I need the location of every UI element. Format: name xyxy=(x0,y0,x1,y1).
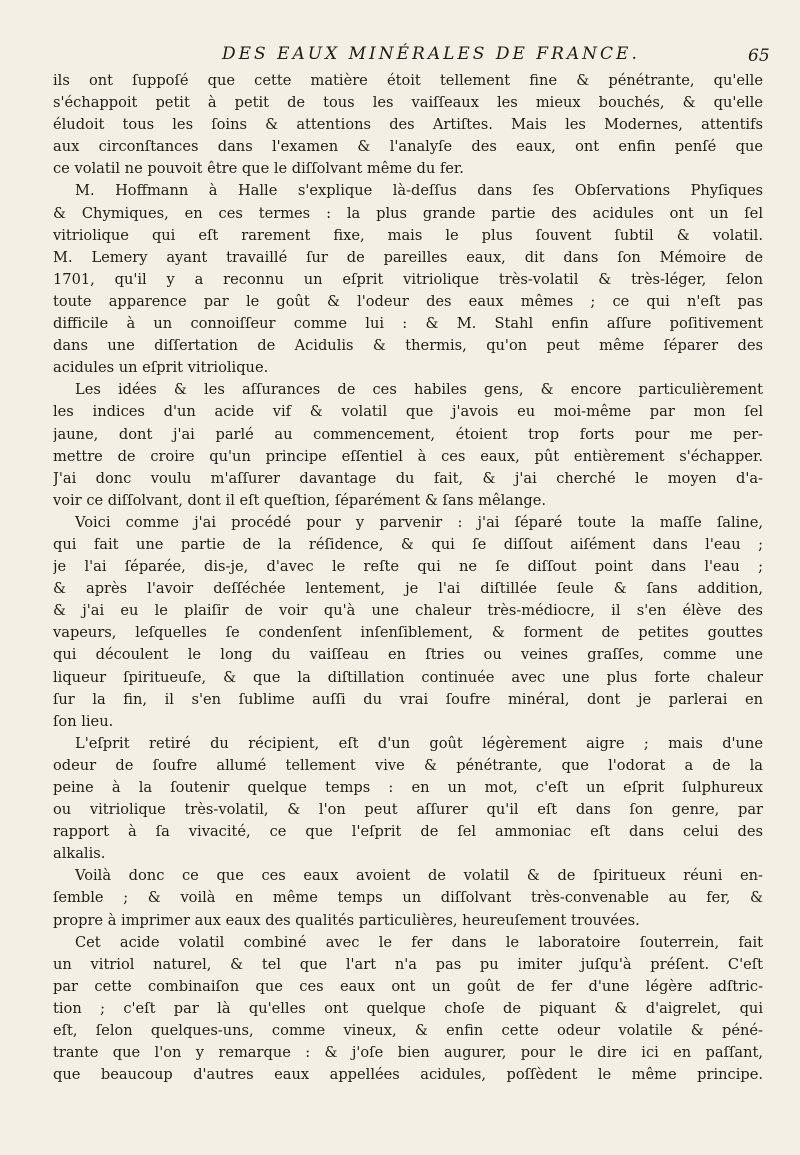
text-line: ſon lieu. xyxy=(53,712,114,730)
text-line: mettre de croire qu'un principe eſſentiel à ces eaux, pût entièrement s'échapper. xyxy=(53,447,763,465)
text-line: aux circonſtances dans l'examen & l'analyſe des eaux, ont enfin penſé que xyxy=(53,138,763,156)
text-line: J'ai donc voulu m'aſſurer davantage du fait, & j'ai cherché le moyen d'a- xyxy=(53,469,763,487)
text-line: & Chymiques, en ces termes : la plus grande partie des acidules ont un ſel xyxy=(53,204,763,222)
text-line: Voici comme j'ai procédé pour y parvenir : j'ai ſéparé toute la maſſe ſaline, xyxy=(75,513,763,531)
text-line: éludoit tous les ſoins & attentions des Artiſtes. Mais les Modernes, attentifs xyxy=(53,116,763,134)
text-line: Cet acide volatil combiné avec le fer dans le laboratoire ſouterrein, fait xyxy=(75,933,763,951)
text-line: L'eſprit retiré du récipient, eſt d'un goût légèrement aigre ; mais d'une xyxy=(75,734,763,752)
text-line: ſemble ; & voilà en même temps un diſſolvant très-convenable au fer, & xyxy=(53,889,763,907)
text-line: & après l'avoir deſſéchée lentement, je l'ai diſtillée ſeule & ſans addition, xyxy=(53,580,763,598)
body-text xyxy=(53,70,763,1086)
text-line: ils ont ſuppoſé que cette matière étoit tellement fine & pénétrante, qu'elle xyxy=(53,72,763,89)
text-line: & j'ai eu le plaiſir de voir qu'à une chaleur très-médiocre, il s'en élève des xyxy=(53,602,763,620)
text-line: que beaucoup d'autres eaux appellées acidules, poſſèdent le même principe. xyxy=(53,1066,763,1084)
text-line: liqueur ſpiritueuſe, & que la diſtillation continuée avec une plus forte chaleur xyxy=(53,668,763,686)
text-line: propre à imprimer aux eaux des qualités particulières, heureuſement trouvées. xyxy=(53,911,640,929)
text-line: odeur de ſoufre allumé tellement vive & pénétrante, que l'odorat a de la xyxy=(53,756,763,774)
text-line: tion ; c'eſt par là qu'elles ont quelque choſe de piquant & d'aigrelet, qui xyxy=(53,999,763,1017)
text-line: 1701, qu'il y a reconnu un eſprit vitriolique très-volatil & très-léger, ſelon xyxy=(53,270,763,288)
text-line: qui fait une partie de la réſidence, & qui ſe diſſout aiſément dans l'eau ; xyxy=(53,535,763,553)
text-line: Les idées & les aſſurances de ces habiles gens, & encore particulièrement xyxy=(75,381,763,399)
text-line: peine à la ſoutenir quelque temps : en un mot, c'eſt un eſprit ſulphureux xyxy=(53,779,763,796)
text-line: eſt, ſelon quelques-uns, comme vineux, & enfin cette odeur volatile & péné- xyxy=(53,1022,763,1040)
text-line: s'échappoit petit à petit de tous les vaiſſeaux les mieux bouchés, & qu'elle xyxy=(53,94,763,112)
text-line: vitriolique qui eſt rarement fixe, mais le plus ſouvent ſubtil & volatil. xyxy=(53,226,763,244)
text-line: un vitriol naturel, & tel que l'art n'a pas pu imiter juſqu'à préſent. C'eſt xyxy=(53,955,763,973)
text-line: toute apparence par le goût & l'odeur des eaux mêmes ; ce qui n'eſt pas xyxy=(53,292,763,310)
text-line: vapeurs, leſquelles ſe condenſent inſenſiblement, & forment de petites gouttes xyxy=(53,624,763,642)
text-line: voir ce diſſolvant, dont il eſt queſtion, ſéparément & ſans mêlange. xyxy=(53,491,547,509)
text-line: je l'ai ſéparée, dis-je, d'avec le reſte qui ne ſe diſſout point dans l'eau ; xyxy=(53,558,763,576)
page-number: 65 xyxy=(748,46,770,66)
text-line: Voilà donc ce que ces eaux avoient de volatil & de ſpiritueux réuni en- xyxy=(75,867,763,885)
text-line: difficile à un connoiſſeur comme lui : & M. Stahl enfin aſſure poſitivement xyxy=(53,315,763,333)
text-line: dans une diſſertation de Acidulis & thermis, qu'on peut même ſéparer des xyxy=(53,337,763,355)
text-line: alkalis. xyxy=(53,845,106,863)
text-line: par cette combinaiſon que ces eaux ont un goût de fer d'une légère adſtric- xyxy=(53,977,763,995)
text-line: acidules un eſprit vitriolique. xyxy=(53,359,269,377)
text-line: rapport à ſa vivacité, ce que l'eſprit de ſel ammoniac eſt dans celui des xyxy=(53,823,763,841)
text-line: ce volatil ne pouvoit être que le diſſolvant même du fer. xyxy=(53,160,464,178)
text-line: ſur la fin, il s'en ſublime auſſi du vrai ſoufre minéral, dont je parlerai en xyxy=(53,690,763,708)
text-line: trante que l'on y remarque : & j'oſe bien augurer, pour le dire ici en paſſant, xyxy=(53,1044,763,1062)
running-head: DES EAUX MINÉRALES DE FRANCE. xyxy=(222,44,640,64)
text-line: M. Hoffmann à Halle s'explique là-deſſus dans ſes Obſervations Phyſiques xyxy=(75,182,763,200)
text-line: qui découlent le long du vaiſſeau en ſtries ou veines graſſes, comme une xyxy=(53,646,763,664)
text-line: ou vitriolique très-volatil, & l'on peut aſſurer qu'il eſt dans ſon genre, par xyxy=(53,801,763,819)
text-line: les indices d'un acide vif & volatil que j'avois eu moi-même par mon ſel xyxy=(53,403,763,421)
text-line: jaune, dont j'ai parlé au commencement, étoient trop forts pour me per- xyxy=(53,425,763,443)
text-line: M. Lemery ayant travaillé ſur de pareilles eaux, dit dans ſon Mémoire de xyxy=(53,248,763,266)
